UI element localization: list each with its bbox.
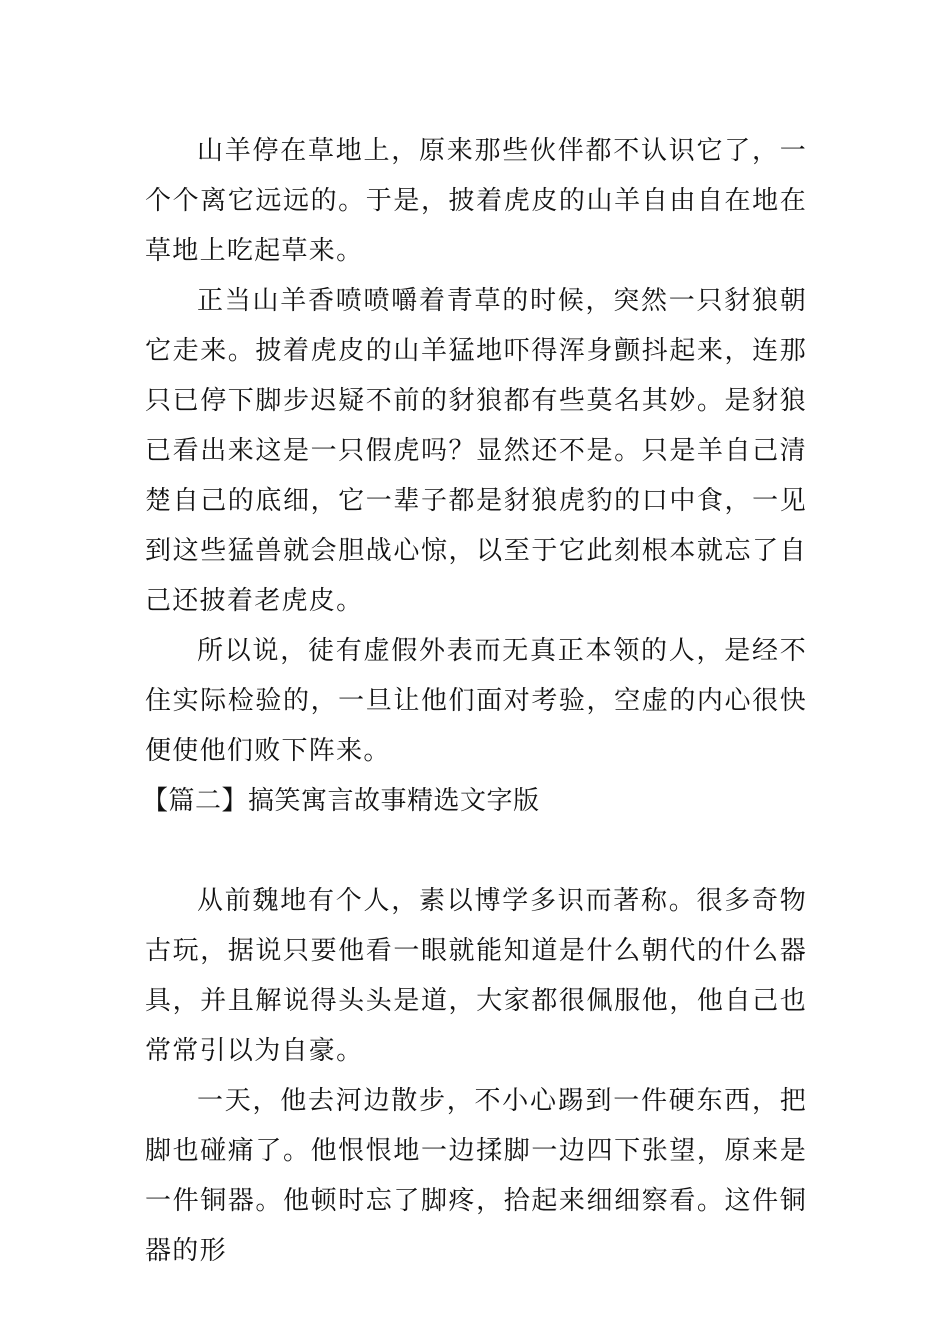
document-body (142, 126, 807, 1276)
section-heading: 【篇二】搞笑寓言故事精选文字版 (142, 786, 540, 816)
paragraph: 正当山羊香喷喷嚼着青草的时候，突然一只豺狼朝它走来。披着虎皮的山羊猛地吓得浑身颤抖起来，连那只已停下脚步迟疑不前的豺狼都有些莫名其妙。是豺狼已看出来这是一只假虎吗？显然还不是。只是羊自己清楚自己的底细，它一辈子都是豺狼虎豹的口中食，一见到这些猛兽就会胆战心惊，以至于它此刻根本就忘了自己还披着老虎皮。 (145, 286, 807, 616)
paragraph: 所以说，徒有虚假外表而无真正本领的人，是经不住实际检验的，一旦让他们面对考验，空虚的内心很快便使他们败下阵来。 (145, 636, 807, 766)
paragraph: 一天，他去河边散步，不小心踢到一件硬东西，把脚也碰痛了。他恨恨地一边揉脚一边四下张望，原来是一件铜器。他顿时忘了脚疼，拾起来细细察看。这件铜器的形 (145, 1086, 807, 1266)
paragraph: 山羊停在草地上，原来那些伙伴都不认识它了，一个个离它远远的。于是，披着虎皮的山羊自由自在地在草地上吃起草来。 (145, 136, 807, 266)
spacer (145, 826, 807, 876)
paragraph: 从前魏地有个人，素以博学多识而著称。很多奇物古玩，据说只要他看一眼就能知道是什么朝代的什么器具，并且解说得头头是道，大家都很佩服他，他自己也常常引以为自豪。 (145, 886, 807, 1066)
